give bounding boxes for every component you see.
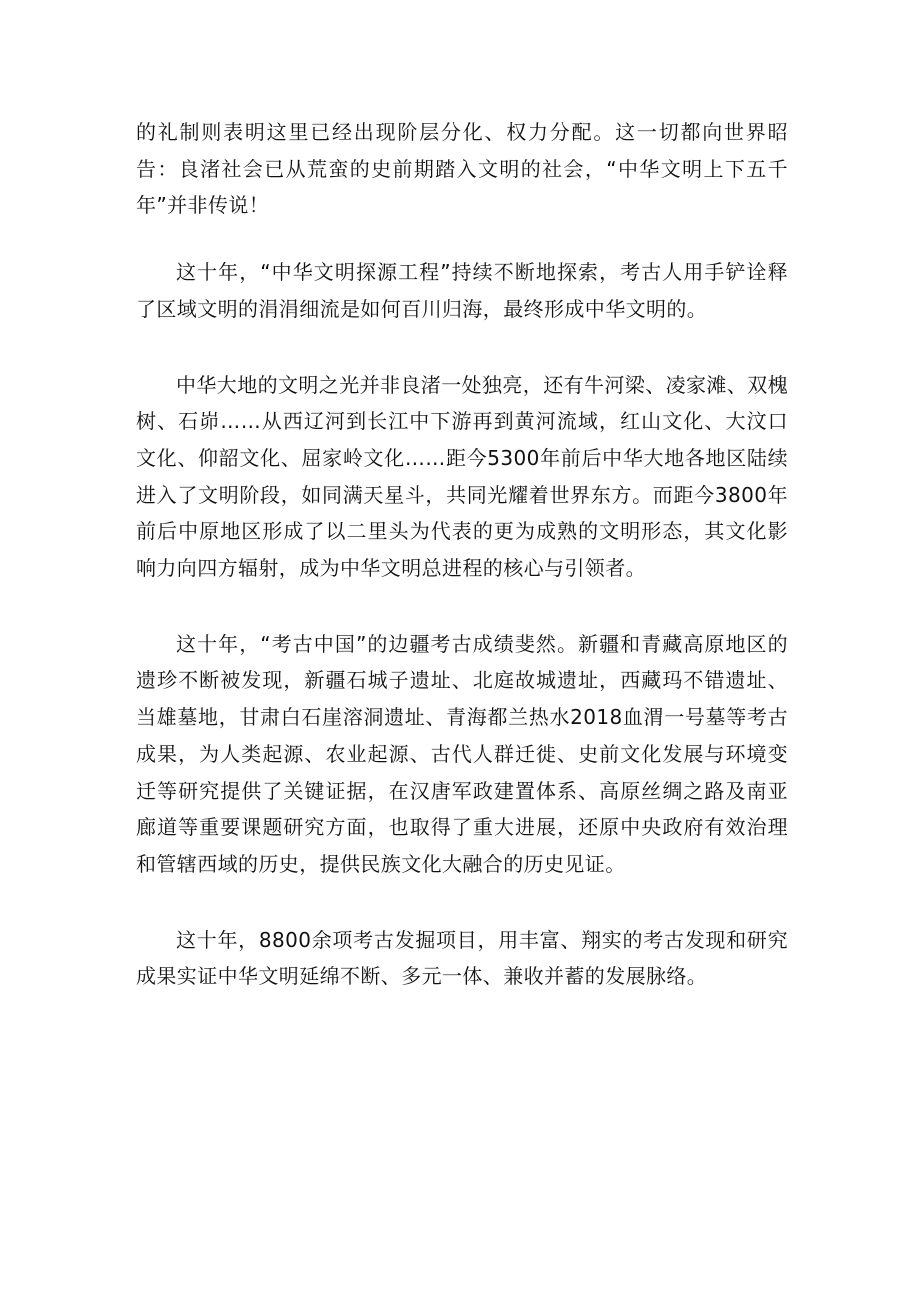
paragraph-excavation-projects: 这十年，8800余项考古发掘项目，用丰富、翔实的考古发现和研究成果实证中华文明延绵不断、多元一体、兼收并蓄的发展脉络。 [136, 927, 788, 989]
paragraph-continuation: 的礼制则表明这里已经出现阶层分化、权力分配。这一切都向世界昭告：良渚社会已从荒蛮的史前期踏入文明的社会，“中华文明上下五千年”并非传说！ [136, 120, 788, 218]
document-body [136, 114, 788, 995]
paragraph-civilization-light: 中华大地的文明之光并非良渚一处独亮，还有牛河梁、凌家滩、双槐树、石峁……从西辽河到长江中下游再到黄河流域，红山文化、大汶口文化、仰韶文化、屈家岭文化……距今5300年前后中华大地各地区陆续进入了文明阶段，如同满天星斗，共同光耀着世界东方。而距今3800年前后中原地区形成了以二里头为代表的更为成熟的文明形态，其文化影响力向四方辐射，成为中华文明总进程的核心与引领者。 [136, 372, 788, 581]
paragraph-frontier-archaeology: 这十年，“考古中国”的边疆考古成绩斐然。新疆和青藏高原地区的遗珍不断被发现，新疆石城子遗址、北庭故城遗址，西藏玛不错遗址、当雄墓地，甘肃白石崖溶洞遗址、青海都兰热水2018血渭一号墓等考古成果，为人类起源、农业起源、古代人群迁徙、史前文化发展与环境变迁等研究提供了关键证据，在汉唐军政建置体系、高原丝绸之路及南亚廊道等重要课题研究方面，也取得了重大进展，还原中央政府有效治理和管辖西域的历史，提供民族文化大融合的历史见证。 [136, 631, 788, 876]
paragraph-exploration: 这十年，“中华文明探源工程”持续不断地探索，考古人用手铲诠释了区域文明的涓涓细流是如何百川归海，最终形成中华文明的。 [136, 260, 788, 321]
